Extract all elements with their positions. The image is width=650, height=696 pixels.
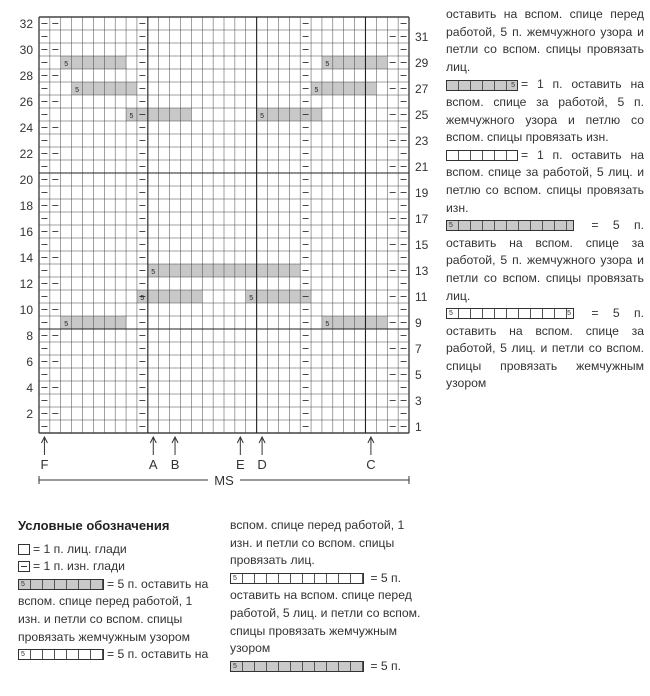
- row-number-right: 31: [415, 30, 429, 44]
- row-number-left: 14: [19, 251, 33, 265]
- knitting-chart: [0, 0, 440, 500]
- cable-number: 5: [325, 61, 330, 68]
- right-text-0: оставить на вспом. спице перед работой, 5 п. жемчужного узора и петли со вспом. спицы провязать лиц.: [446, 7, 644, 74]
- purl-symbol-icon: [18, 561, 30, 572]
- cable-number: 5: [249, 295, 254, 302]
- row-number-left: 26: [19, 95, 33, 109]
- arrow-label: D: [257, 457, 267, 472]
- legend-item-2: = 5 п. оставить на вспом. спице перед работой, 1 изн. и петли со вспом. спицы провязать жемчужным узором: [18, 576, 209, 644]
- row-number-right: 29: [415, 56, 429, 70]
- row-number-right: 17: [415, 212, 429, 226]
- cable-number: 5: [260, 113, 265, 120]
- legend-column-1: [18, 517, 216, 664]
- cable-number: 5: [325, 321, 330, 328]
- cable-number: 5: [75, 87, 80, 94]
- row-number-left: 10: [19, 303, 33, 317]
- cable-symbol-icon: 5: [18, 579, 104, 590]
- row-number-left: 28: [19, 69, 33, 83]
- arrow-label: B: [170, 457, 180, 472]
- cable-number: 5: [129, 113, 134, 120]
- arrow-label: C: [366, 457, 376, 472]
- legend2-item-0: вспом. спице перед работой, 1 изн. и петли со вспом. спицы провязать лиц.: [230, 518, 405, 568]
- row-number-right: 7: [415, 342, 422, 356]
- cable-number: 5: [151, 269, 156, 276]
- right-text-3: = 5 п. оставить на вспом. спице за работой, 5 п. жемчужного узора и петли со вспом. спицы провязать лиц.: [446, 218, 644, 303]
- legend-item-0: = 1 п. лиц. глади: [33, 541, 127, 556]
- right-text-1: = 1 п. оставить на вспом. спице за работой, 5 п. жемчужного узора и петлю со вспом. спицы провязать изн.: [446, 77, 644, 145]
- ms-label: MS: [214, 473, 234, 488]
- row-number-right: 15: [415, 238, 429, 252]
- cable-symbol-icon: 5 5: [446, 308, 574, 319]
- cable-symbol-icon: 5: [446, 220, 574, 231]
- row-number-left: 16: [19, 225, 33, 239]
- cable-symbol-icon: 5: [446, 80, 518, 91]
- row-number-left: 2: [26, 407, 33, 421]
- chart-key-right-column: [446, 6, 644, 393]
- legend-item-3: = 5 п. оставить на: [107, 647, 209, 662]
- cable-number: 5: [64, 321, 69, 328]
- row-number-left: 18: [19, 199, 33, 213]
- row-number-right: 21: [415, 160, 429, 174]
- right-text-2: = 1 п. оставить на вспом. спице за работой, 5 лиц. и петлю со вспом. спицы провязать изн.: [446, 147, 644, 215]
- legend2-item-2: = 5 п.: [370, 658, 402, 673]
- row-number-left: 12: [19, 277, 33, 291]
- arrow-label: F: [40, 457, 49, 472]
- row-number-right: 23: [415, 134, 429, 148]
- legend-item-1: = 1 п. изн. глади: [33, 559, 125, 574]
- row-number-right: 13: [415, 264, 429, 278]
- row-number-right: 5: [415, 368, 422, 382]
- row-number-left: 24: [19, 121, 33, 135]
- knit-symbol-icon: [18, 544, 30, 555]
- arrow-label: E: [235, 457, 245, 472]
- row-number-right: 27: [415, 82, 429, 96]
- right-text-4: = 5 п. оставить на вспом. спице за работой, 5 лиц. и петли со вспом. спицы провязать жемчужным узором: [446, 306, 644, 391]
- cable-number: 5: [314, 87, 319, 94]
- cable-symbol-icon: 5: [230, 573, 364, 584]
- cable-number: 5: [140, 295, 145, 302]
- row-number-left: 20: [19, 173, 33, 187]
- row-number-left: 22: [19, 147, 33, 161]
- row-number-left: 6: [26, 355, 33, 369]
- cable-symbol-icon: 5: [230, 661, 364, 672]
- cable-number: 5: [64, 61, 69, 68]
- legend2-item-1: = 5 п. оставить на вспом. спице перед работой, 5 лиц. и петли со вспом. спицы провязать жемчужным узором: [230, 570, 421, 656]
- row-number-right: 9: [415, 316, 422, 330]
- row-number-left: 4: [26, 381, 33, 395]
- legend-title: Условные обозначения: [18, 518, 170, 533]
- row-number-right: 3: [415, 394, 422, 408]
- row-number-right: 19: [415, 186, 429, 200]
- legend-column-2: [230, 517, 426, 675]
- row-number-left: 32: [19, 17, 33, 31]
- cable-symbol-icon: [446, 150, 518, 161]
- row-number-left: 8: [26, 329, 33, 343]
- row-number-right: 11: [415, 290, 428, 304]
- row-number-right: 25: [415, 108, 429, 122]
- row-number-right: 1: [415, 420, 422, 434]
- row-number-left: 30: [19, 43, 33, 57]
- cable-symbol-icon: 5: [18, 649, 104, 660]
- arrow-label: A: [148, 457, 158, 472]
